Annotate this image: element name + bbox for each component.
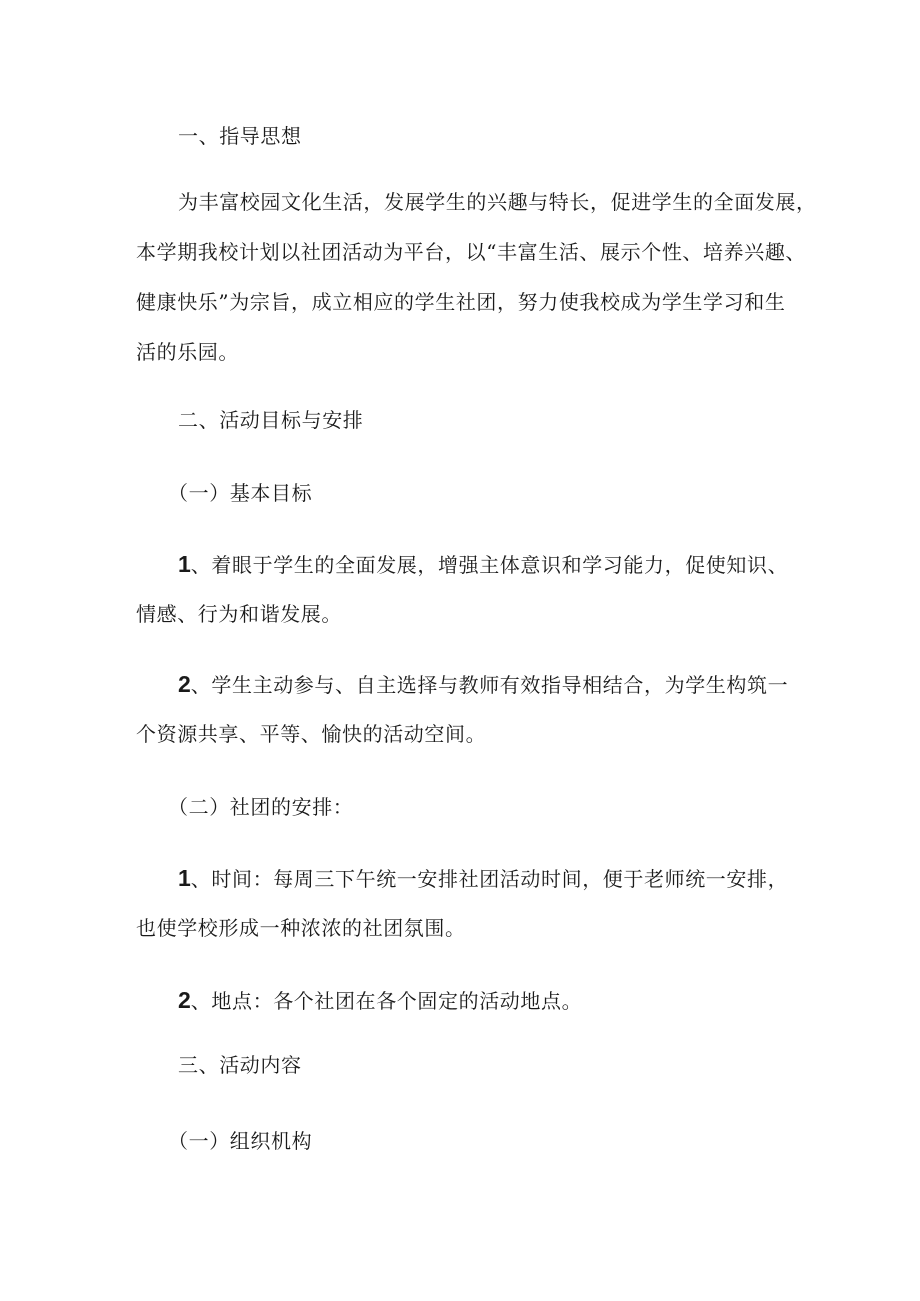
paragraph-line: 本学期我校计划以社团活动为平台，以“丰富生活、展示个性、培养兴趣、 <box>136 240 807 264</box>
list-item-line <box>178 670 788 699</box>
item-number: 2 <box>178 671 191 697</box>
subheading-basic-goals: （一）基本目标 <box>168 481 313 505</box>
list-item-line <box>178 986 582 1015</box>
heading-guiding-ideology: 一、指导思想 <box>178 124 302 148</box>
subheading-club-arrangement: （二）社团的安排： <box>168 795 354 819</box>
paragraph-line: 为丰富校园文化生活，发展学生的兴趣与特长，促进学生的全面发展， <box>178 190 817 214</box>
item-text: 、时间：每周三下午统一安排社团活动时间，便于老师统一安排， <box>190 867 789 891</box>
item-text: 、学生主动参与、自主选择与教师有效指导相结合，为学生构筑一 <box>190 673 789 697</box>
heading-goals-arrangement: 二、活动目标与安排 <box>178 408 364 432</box>
list-item-line: 也使学校形成一种浓浓的社团氛围。 <box>136 916 466 940</box>
list-item-line: 情感、行为和谐发展。 <box>136 602 342 626</box>
list-item-line <box>178 550 788 579</box>
item-text: 、着眼于学生的全面发展，增强主体意识和学习能力，促使知识、 <box>190 553 789 577</box>
item-number: 2 <box>178 987 191 1013</box>
item-number: 1 <box>178 865 191 891</box>
subheading-organization: （一）组织机构 <box>168 1129 313 1153</box>
paragraph-line: 活的乐园。 <box>136 340 239 364</box>
item-number: 1 <box>178 551 191 577</box>
heading-activity-content: 三、活动内容 <box>178 1053 302 1077</box>
paragraph-line: 健康快乐”为宗旨，成立相应的学生社团，努力使我校成为学生学习和生 <box>136 290 786 314</box>
item-text: 、地点：各个社团在各个固定的活动地点。 <box>190 989 583 1013</box>
list-item-line: 个资源共享、平等、愉快的活动空间。 <box>136 722 487 746</box>
list-item-line <box>178 864 788 893</box>
